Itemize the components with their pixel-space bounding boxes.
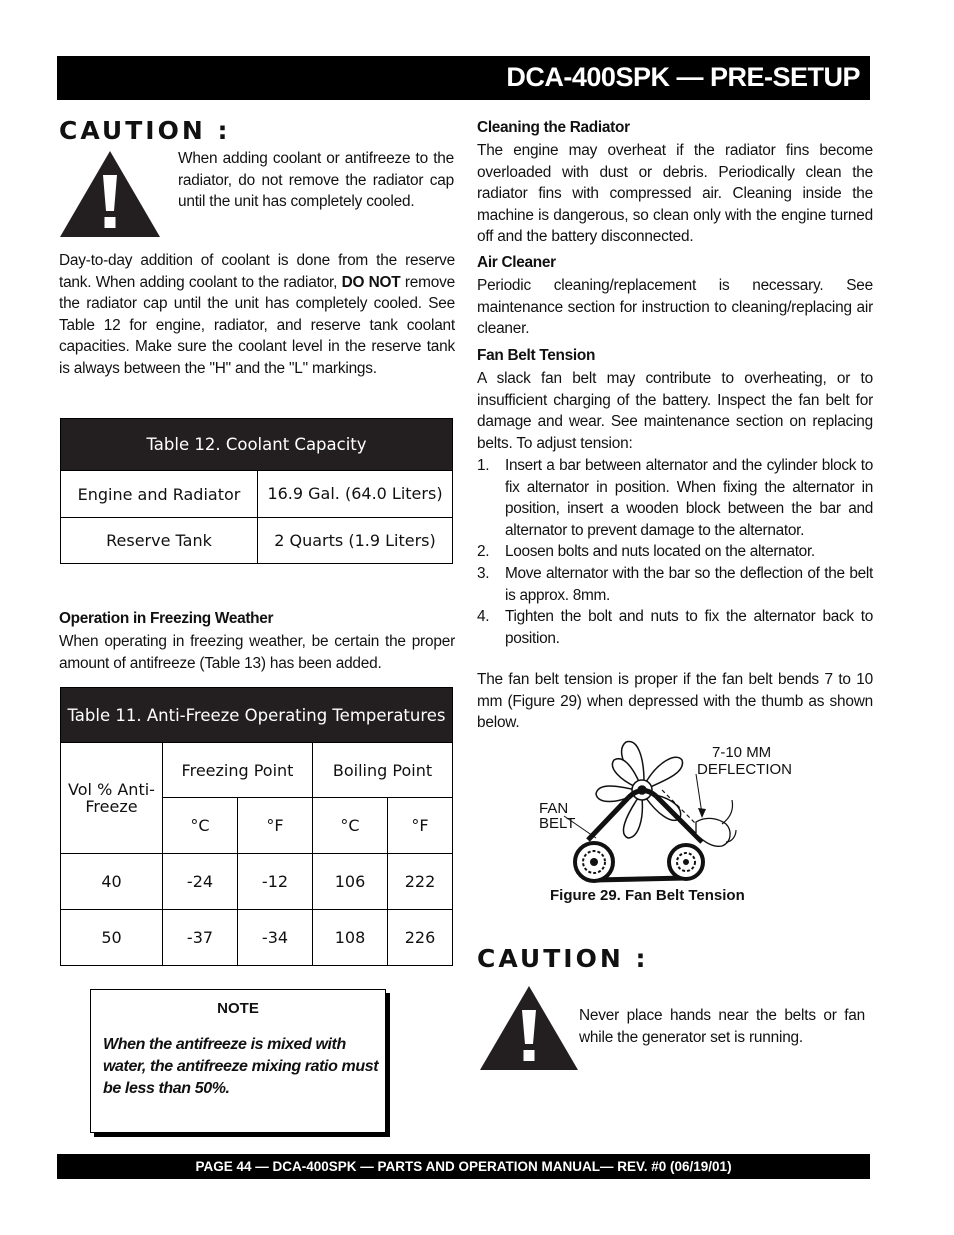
step-number: 1.: [477, 457, 490, 474]
fan-belt-steps: [477, 455, 873, 649]
step-number: 4.: [477, 608, 490, 626]
pulley-icon: [575, 843, 703, 881]
coolant-paragraph-part2: remove the radiator cap until the unit has completely cooled. See Table 12 for engine, radiator, and reserve tank coolant capacities. Make sure the coolant level in the reserve tank is always between the "H" and the "L" markings.: [59, 273, 455, 377]
unit-c-header: °C: [313, 798, 388, 854]
note-title: NOTE: [217, 1000, 259, 1017]
freeze-f-cell: -12: [238, 854, 313, 910]
list-item: [477, 563, 873, 606]
step-text: Tighten the bolt and nuts to fix the alternator back to position.: [505, 608, 873, 647]
caution-heading-2: CAUTION :: [477, 944, 649, 973]
page-title: DCA-400SPK — PRE-SETUP: [506, 62, 860, 92]
table12-row-value: 2 Quarts (1.9 Liters): [258, 518, 453, 564]
freezing-point-header: Freezing Point: [163, 743, 313, 798]
table12-row-value: 16.9 Gal. (64.0 Liters): [258, 471, 453, 518]
air-cleaner-text: Periodic cleaning/replacement is necessary. See maintenance section for instruction to cleaning/replacing air cleaner.: [477, 277, 873, 338]
boil-c-cell: 106: [313, 854, 388, 910]
unit-f-header: °F: [238, 798, 313, 854]
table12-row-label: Engine and Radiator: [61, 471, 258, 518]
table12-title: Table 12. Coolant Capacity: [61, 419, 453, 471]
boiling-point-header: Boiling Point: [313, 743, 453, 798]
vol-cell: 40: [61, 854, 163, 910]
page-header-bar: [57, 56, 870, 100]
table12-row-label: Reserve Tank: [61, 518, 258, 564]
radiator-text: The engine may overheat if the radiator fins become overloaded with dust or debris. Periodically clean the radiator fins with compressed air. Cleaning inside the machine is dangerous, so clean only with the engine turned off and the battery disconnected.: [477, 142, 873, 246]
vol-cell: 50: [61, 910, 163, 966]
belt-label: BELT: [539, 815, 576, 832]
freeze-f-cell: -34: [238, 910, 313, 966]
fan-belt-proper-text: The fan belt tension is proper if the fan belt bends 7 to 10 mm (Figure 29) when depressed with the thumb as shown below.: [477, 671, 873, 732]
deflection-label-line1: 7-10 MM: [712, 744, 772, 761]
table11-title: Table 11. Anti-Freeze Operating Temperatures: [61, 688, 453, 743]
step-number: 2.: [477, 543, 490, 561]
caution-text: When adding coolant or antifreeze to the radiator, do not remove the radiator cap until the unit has completely cooled.: [178, 150, 454, 211]
freeze-c-cell: -24: [163, 854, 238, 910]
caution-heading: CAUTION :: [59, 116, 231, 145]
unit-f-header: °F: [388, 798, 453, 854]
list-item: [477, 606, 873, 649]
step-number: 3.: [477, 564, 490, 582]
vol-antifreeze-header: Vol % Anti-Freeze: [61, 743, 163, 854]
boil-c-cell: 108: [313, 910, 388, 966]
deflection-label-line2: DEFLECTION: [697, 761, 793, 778]
note-box: [90, 989, 386, 1133]
freezing-heading: Operation in Freezing Weather: [59, 610, 274, 627]
step-text: Loosen bolts and nuts located on the alternator.: [505, 543, 815, 561]
list-item: [477, 455, 873, 541]
unit-c-header: °C: [163, 798, 238, 854]
fan-belt-heading: Fan Belt Tension: [477, 347, 596, 364]
freezing-text: When operating in freezing weather, be certain the proper amount of antifreeze (Table 13) has been added.: [59, 633, 455, 672]
fan-belt-text: A slack fan belt may contribute to overheating, or to insufficient charging of the battery. Inspect the fan belt for damage and wear. See maintenance section on replacing belts. To adjust tension:: [477, 370, 873, 452]
antifreeze-table: [60, 687, 453, 966]
air-cleaner-heading: Air Cleaner: [477, 254, 556, 271]
list-item: [477, 541, 873, 563]
caution-text-2: Never place hands near the belts or fan while the generator set is running.: [579, 1007, 865, 1046]
do-not-emphasis: DO NOT: [341, 273, 401, 291]
warning-triangle-icon-2: [478, 984, 580, 1072]
table-row: [61, 910, 453, 966]
coolant-capacity-table: [60, 418, 453, 564]
radiator-heading: Cleaning the Radiator: [477, 119, 630, 136]
coolant-paragraph: [59, 250, 455, 380]
step-text: Insert a bar between alternator and the cylinder block to fix alternator in position. When fixing the alternator in position, insert a wooden block between the bar and alternator to prevent damage to the alternator.: [505, 457, 873, 539]
table-row: [61, 854, 453, 910]
coolant-paragraph-part1: Day-to-day addition of coolant is done from the reserve tank. When adding coolant to the radiator,: [59, 252, 455, 291]
page-footer: PAGE 44 — DCA-400SPK — PARTS AND OPERATION MANUAL— REV. #0 (06/19/01): [57, 1154, 870, 1179]
boil-f-cell: 222: [388, 854, 453, 910]
fan-label: FAN: [539, 800, 569, 817]
step-text: Move alternator with the bar so the deflection of the belt is approx. 8mm.: [505, 564, 873, 604]
deflection-label: [712, 744, 771, 761]
warning-triangle-icon: [58, 149, 162, 239]
boil-f-cell: 226: [388, 910, 453, 966]
freeze-c-cell: -37: [163, 910, 238, 966]
figure-caption: Figure 29. Fan Belt Tension: [550, 887, 745, 904]
note-text: When the antifreeze is mixed with water, the antifreeze mixing ratio must be less than 50%.: [103, 1036, 379, 1097]
